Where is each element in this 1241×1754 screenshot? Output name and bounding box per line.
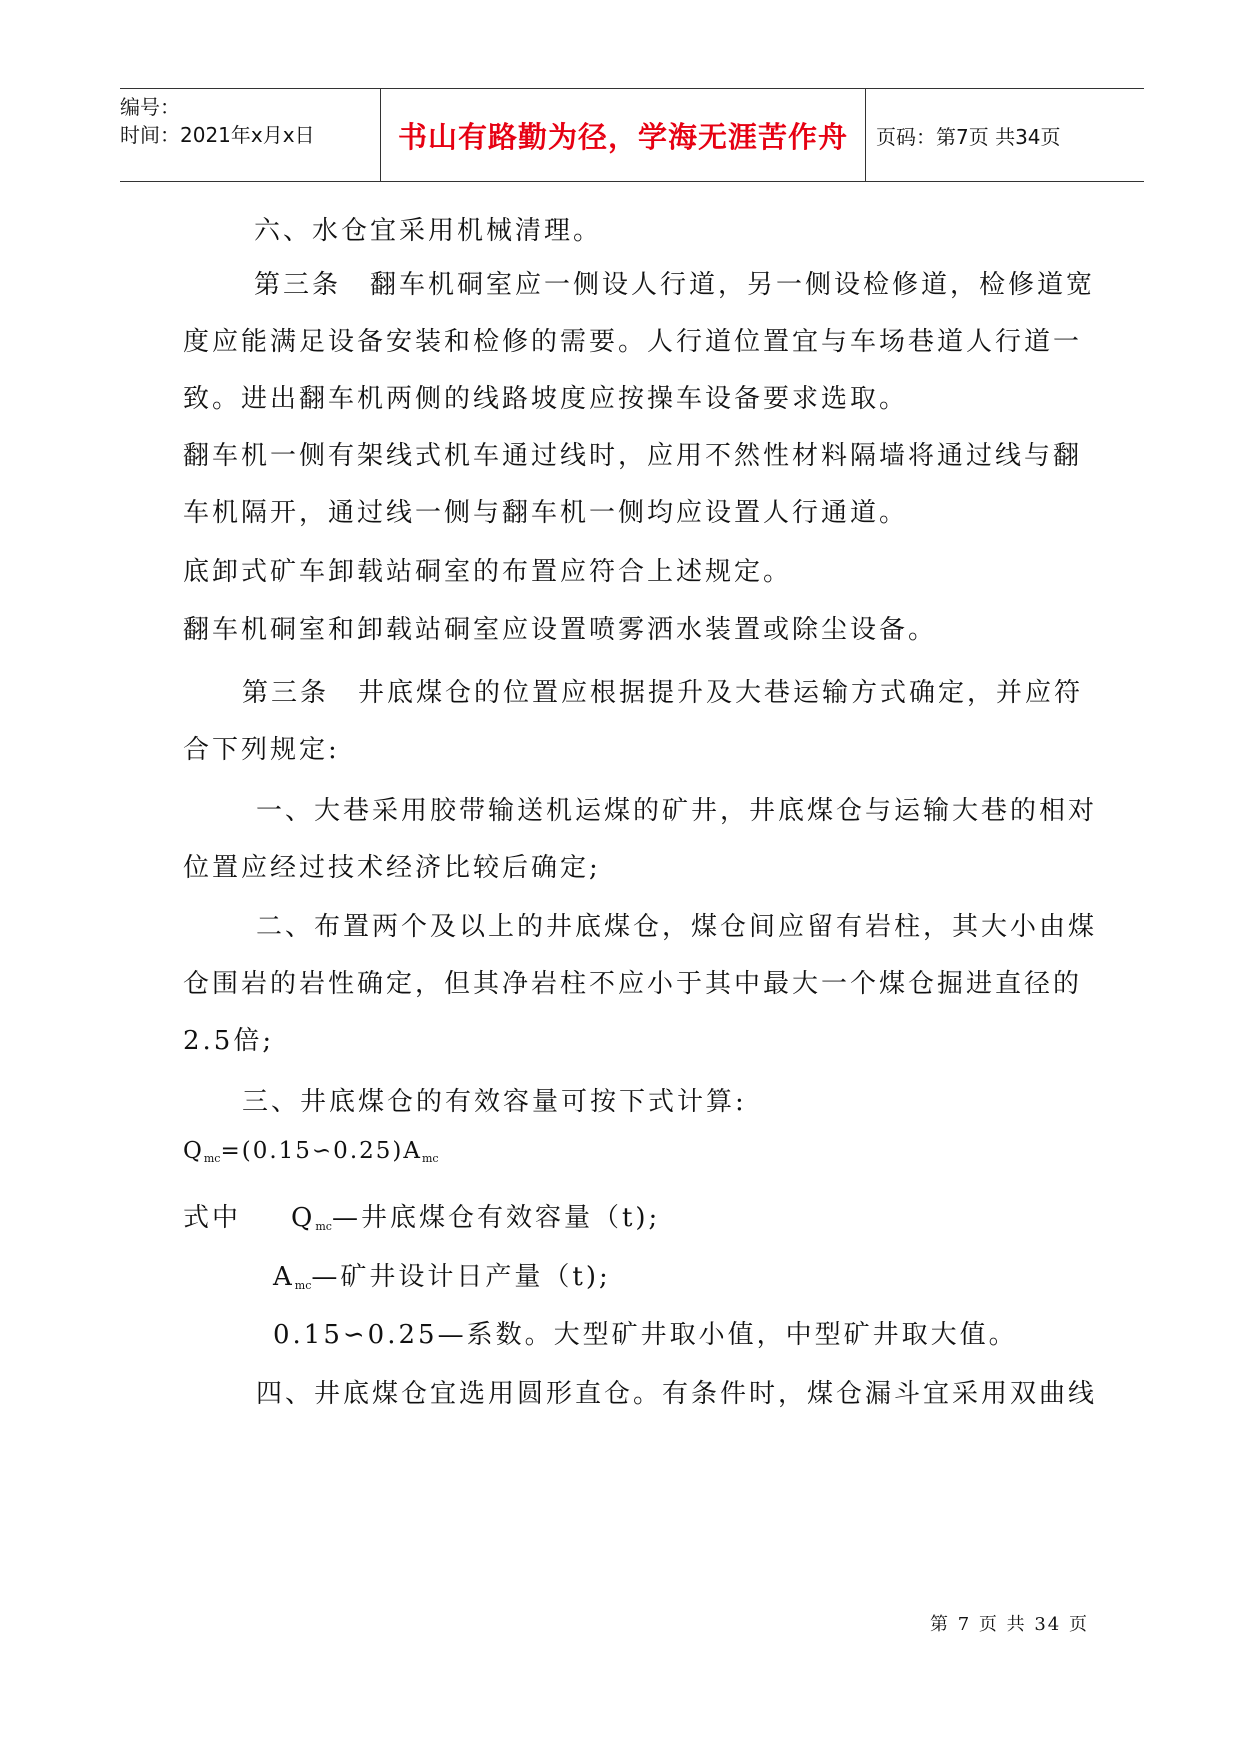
paragraph-line: 三、井底煤仓的有效容量可按下式计算:: [242, 1087, 747, 1117]
paragraph-line: 位置应经过技术经济比较后确定;: [183, 853, 601, 883]
definition-a-text: —矿井设计日产量（t);: [311, 1262, 611, 1292]
definition-line: [183, 1197, 660, 1234]
paragraph-line: 翻车机一侧有架线式机车通过线时，应用不然性材料隔墙将通过线与翻: [183, 441, 1083, 471]
paragraph-line: 合下列规定:: [183, 735, 340, 765]
formula-q: Q: [183, 1138, 204, 1164]
paragraph-line: 一、大巷采用胶带输送机运煤的矿井，井底煤仓与运输大巷的相对: [256, 796, 1098, 826]
number-label: 编号：: [120, 95, 180, 119]
paragraph-line: 2.5倍;: [183, 1026, 275, 1056]
formula-mid: =(0.15∽0.25)A: [220, 1138, 422, 1164]
paragraph-line: 六、水仓宜采用机械清理。: [254, 216, 603, 246]
definition-a: A: [273, 1262, 295, 1292]
paragraph-line: 四、井底煤仓宜选用圆形直仓。有条件时，煤仓漏斗宜采用双曲线: [256, 1379, 1098, 1409]
paragraph-line: 车机隔开，通过线一侧与翻车机一侧均应设置人行通道。: [183, 498, 909, 528]
page-info-text: 页码：第7页 共34页: [876, 124, 1061, 149]
paragraph-line: 仓围岩的岩性确定，但其净岩柱不应小于其中最大一个煤仓掘进直径的: [183, 969, 1083, 999]
time-label: 时间：2021年x月x日: [120, 123, 315, 147]
paragraph-line: 0.15∽0.25—系数。大型矿井取小值，中型矿井取大值。: [273, 1320, 1018, 1350]
paragraph-line: 底卸式矿车卸载站硐室的布置应符合上述规定。: [183, 557, 793, 587]
definition-q: Q: [291, 1203, 316, 1233]
definition-q-sub: mc: [315, 1220, 332, 1233]
motto-text: 书山有路勤为径，学海无涯苦作舟: [397, 119, 848, 154]
formula-line: [183, 1138, 439, 1165]
formula-sub2: mc: [421, 1152, 439, 1165]
paragraph-line: 第三条 井底煤仓的位置应根据提升及大巷运输方式确定，并应符: [242, 678, 1084, 708]
formula-sub: mc: [203, 1152, 221, 1165]
paragraph-line: 二、布置两个及以上的井底煤仓，煤仓间应留有岩柱，其大小由煤: [256, 912, 1098, 942]
paragraph-line: 度应能满足设备安装和检修的需要。人行道位置宜与车场巷道人行道一: [183, 327, 1083, 357]
definition-q-text: —井底煤仓有效容量（t);: [331, 1203, 661, 1233]
paragraph-line: 第三条 翻车机硐室应一侧设人行道，另一侧设检修道，检修道宽: [254, 270, 1096, 300]
definition-prefix: 式中: [183, 1203, 242, 1233]
definition-a-sub: mc: [294, 1279, 312, 1292]
paragraph-line: 致。进出翻车机两侧的线路坡度应按操车设备要求选取。: [183, 384, 909, 414]
motto-cell: [380, 89, 866, 181]
page-footer: 第 7 页 共 34 页: [930, 1614, 1089, 1635]
paragraph-line: 翻车机硐室和卸载站硐室应设置喷雾洒水装置或除尘设备。: [183, 615, 938, 645]
header-table: [120, 88, 1144, 182]
header-left-cell: [120, 89, 380, 181]
definition-line: [273, 1256, 611, 1293]
page-info-cell: [864, 89, 1144, 181]
